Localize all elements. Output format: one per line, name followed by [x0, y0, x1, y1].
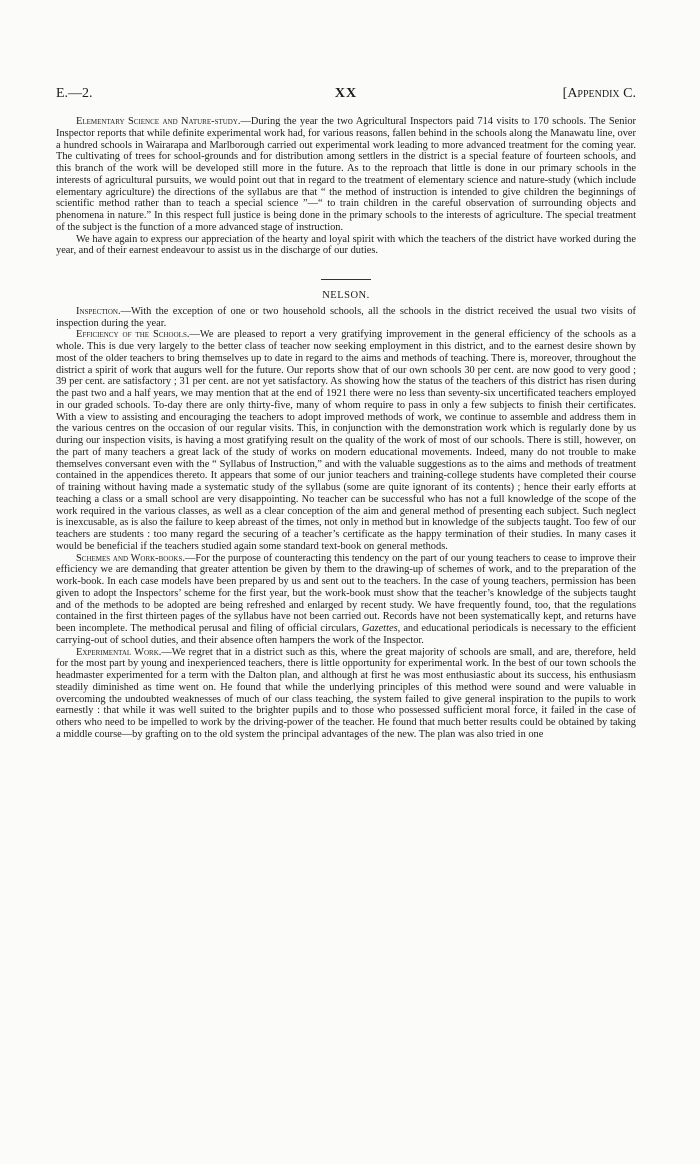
paragraph-heading: Elementary Science and Nature-study.: [76, 116, 241, 127]
paragraph-efficiency: [56, 329, 636, 552]
paragraph-appreciation: [56, 234, 636, 258]
paragraph-schemes: [56, 553, 636, 647]
paragraph-heading: Experimental Work.: [76, 646, 162, 658]
paragraph-inspection: [56, 306, 636, 330]
header-left: E.—2.: [56, 86, 93, 101]
page-number: XX: [334, 86, 358, 101]
paragraph-text: and educational periodicals is necessary to the efficient carrying-out of school duties, and their absence often hampers the work of the Inspector.: [56, 623, 636, 646]
paragraph-text: —We regret that in a district such as this, where the great majority of schools are small, and are, therefore, held for the most part by young and inexperienced teachers, there is little opportunity for experimental work. In the best of our town schools the headmaster experimented for a term with the Dalton plan, and although at first he was most enthusiastic about its success, his enthusiasm steadily diminished as time went on. He found that while the underlying principles of this method were sound and were valuable in overcoming the undoubted weaknesses of much of our class teaching, the system failed to give general inspiration to the pupils to work earnestly : that while it was well suited to the brighter pupils and to those who possessed sufficient moral force, it failed in the case of others who need to be impelled to work by the driving-power of the teacher. He found that much better results could be obtained by taking a middle course—by grafting on to the old system the principal advantages of the new. The plan was also tried in one: [56, 646, 636, 740]
running-header: [56, 86, 636, 106]
paragraph-text: We have again to express our appreciation of the hearty and loyal spirit with which the teachers of the district have worked during the year, and of their earnest endeavour to assist us in the discharge of our duties.: [56, 233, 636, 257]
section-divider: [321, 279, 371, 280]
paragraph-experimental: [56, 647, 636, 741]
paragraph-elementary-science: [56, 116, 636, 234]
paragraph-text: —For the purpose of counteracting this tendency on the part of our young teachers to cease to improve their efficiency we are demanding that greater attention be given by them to the drawing-up of schemes of work, and to the preparation of the work-book. In each case models have been prepared by us and sent out to the teachers. In the case of young teachers, permission has been given to adopt the Inspectors’ scheme for the first year, but the work-book must show that the teacher’s knowledge of the subjects taught and of the methods to be adopted are being refreshed and enlarged by recent study. We have frequently found, too, that the regulations contained in the first thirteen pages of the syllabus have not been carried out. Records have not been systematically kept, and returns have been incomplete. The methodical perusal and filing of official circulars,: [56, 552, 637, 634]
paragraph-heading: Inspection.: [76, 305, 121, 317]
body-text: [56, 116, 636, 741]
paragraph-text: —We are pleased to report a very gratifying improvement in the general efficiency of the schools as a whole. This is due very largely to the better class of teacher now seeking employment in this district, and to the earnest desire shown by most of the older teachers to bring themselves up to date in regard to the aims and methods of teaching. There is, moreover, throughout the district a spirit of work that augurs well for the future. Our reports show that of our own schools 30 per cent. are now good to very good ; 39 per cent. are satisfactory ; 31 per cent. are not yet satisfactory. As showing how the status of the teachers of this district has risen during the past two and a half years, we may mention that at the end of 1921 there were no less than seventy-six uncertificated teachers employed in our graded schools. To-day there are only thirty-five, many of whom require to pass in only a few subjects to finish their certificates. With a view to assisting and encouraging the teachers to adopt improved methods of work, we continue to assemble and address them in the various centres on the occasion of our regular visits. This, in conjunction with the demonstration work which is regularly done by us during our inspection visits, is having a most gratifying result on the quality of the work of most of our schools. There is still, however, on the part of many teachers a great lack of the study of works on modern educational movements. Indeed, many do not trouble to make themselves conversant even with the “ Syllabus of Instruction,” and with the valuable suggestions as to the aims and methods of treatment contained in the appendices thereto. It appears that some of our junior teachers and training-college students have completed their course of training without having made a systematic study of the syllabus (some are quite ignorant of its contents) ; hence their early efforts at teaching a class or a small school are very disappointing. No teacher can be successful who has not a full knowledge of the scope of the work required in the various classes, as well as a clear conception of the aim and general method of presenting each subject. Such neglect is inexcusable, as is also the failure to keep abreast of the times, not only in method but in knowledge of the subjects taught. Too few of our teachers are students : too many regard the securing of a teacher’s certificate as the happy termination of their studies. In many cases it would be beneficial if the teachers studied again some standard text-book on general methods.: [56, 329, 637, 552]
paragraph-text: —During the year the two Agricultural Inspectors paid 714 visits to 170 schools. The Senior Inspector reports that while definite experimental work had, for various reasons, fallen behind in the schools along the Manawatu line, over a hundred schools in Wairarapa and Marlborough carried out experimental work leading to more advanced treatment for the coming year. The cultivating of trees for school-grounds and for distribution among settlers in the district is a special feature of fourteen schools, and this branch of the work will be developed still more in the future. As to the reproach that little is done in our primary schools in the interests of agricultural pursuits, we would point out that in regard to the treatment of elementary science and nature-study (which include elementary agriculture) the directions of the syllabus are that “ the method of instruction is intended to give children the beginnings of scientific method rather than to teach a special science ”—“ to train children in the careful observation of surrounding objects and phenomena in nature.” In this respect full justice is being done in the primary schools to the interests of agriculture. The special treatment of the subject is the function of a more advanced stage of instruction.: [56, 116, 636, 233]
paragraph-heading: Efficiency of the Schools.: [76, 329, 190, 341]
section-title-nelson: NELSON.: [322, 290, 370, 301]
paragraph-heading: Schemes and Work-books.: [76, 552, 185, 564]
paragraph-text: —With the exception of one or two household schools, all the schools in the district received the usual two visits of inspection during the year.: [56, 305, 636, 329]
italic-text: Gazettes,: [361, 623, 401, 634]
header-right: [Appendix C.: [562, 86, 636, 101]
